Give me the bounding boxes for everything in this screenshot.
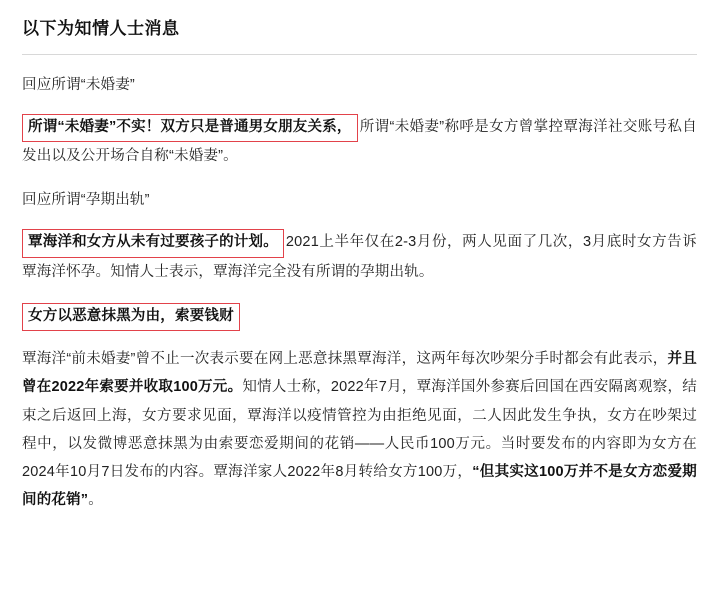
section-3-body-part1: 覃海洋“前未婚妻”曾不止一次表示要在网上恶意抹黑覃海洋，这两年每次吵架分手时都会有此表示， (22, 351, 668, 368)
section-3-body-bold2: “但其实这100万并不是女方恋爱期间的花销” (22, 464, 697, 509)
page-title: 以下为知情人士消息 (22, 19, 180, 38)
section-2-lead: 回应所谓“孕期出轨” (22, 192, 150, 209)
section-2-paragraph (22, 228, 697, 285)
section-1-highlight: 所谓“未婚妻”不实！双方只是普通男女朋友关系， (22, 114, 358, 142)
section-3-heading-wrap (22, 302, 697, 331)
section-2-highlight: 覃海洋和女方从未有过要孩子的计划。 (22, 229, 284, 257)
title-divider (22, 54, 697, 55)
section-2-body: 2021上半年仅在2-3月份，两人见面了几次，3月底时女方告诉覃海洋怀孕。知情人士表示，覃海洋完全没有所谓的孕期出轨。 (22, 234, 697, 280)
section-1-paragraph (22, 113, 697, 170)
section-3-paragraph (22, 345, 697, 515)
section-3-body-part3: 。 (88, 492, 103, 509)
section-3-highlight: 女方以恶意抹黑为由，索要钱财 (22, 303, 240, 331)
section-1-body: 所谓“未婚妻”称呼是女方曾掌控覃海洋社交账号私自发出以及公开场合自称“未婚妻”。 (22, 118, 697, 164)
section-3-body-bold1: 并且曾在2022年索要并收取100万元。 (22, 351, 697, 396)
section-3-body-part2: 知情人士称，2022年7月，覃海洋国外参赛后回国在西安隔离观察，结束之后返回上海，女方要求见面，覃海洋以疫情管控为由拒绝见面，二人因此发生争执，女方在吵架过程中，以发微博恶意抹黑为由索要恋爱期间的花销——人民币100万元。当时要发布的内容即为女方在2024年10月7日发布的内容。覃海洋家人2022年8月转给女方100万， (22, 379, 697, 481)
section-1-lead: 回应所谓“未婚妻” (22, 76, 135, 93)
